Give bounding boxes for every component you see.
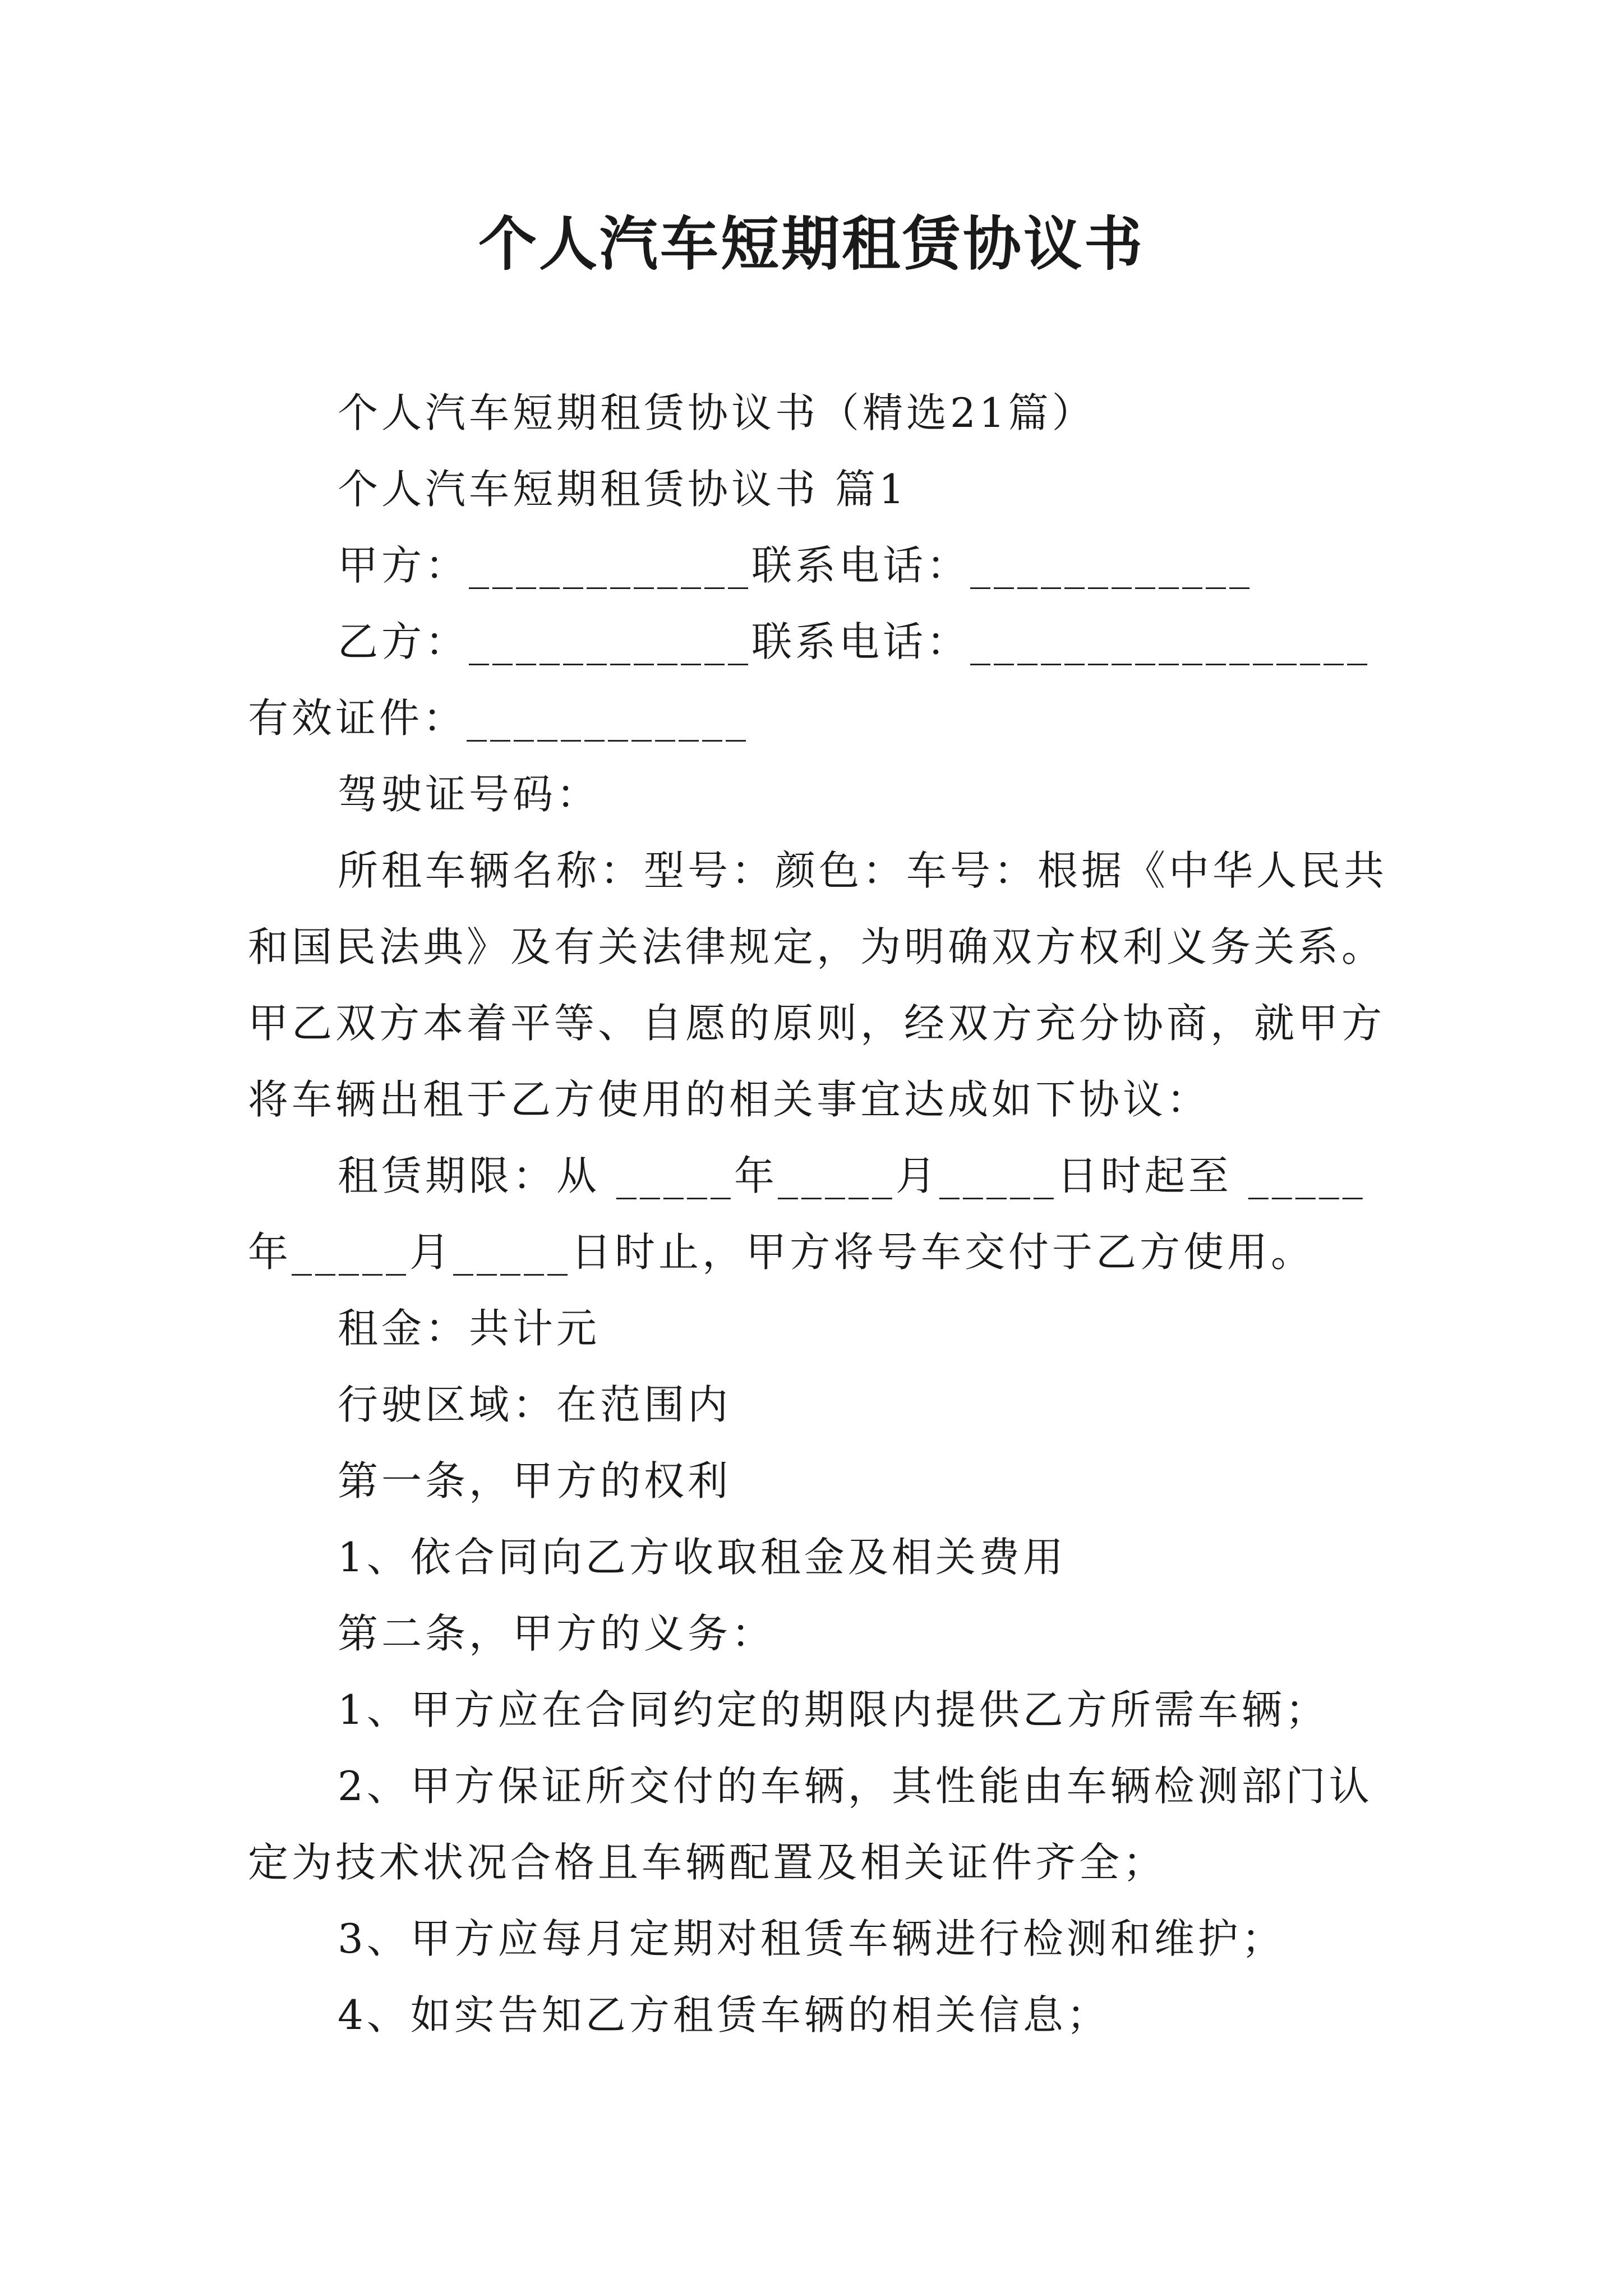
vehicle-info-paragraph: 所租车辆名称：型号：颜色：车号：根据《中华人民共和国民法典》及有关法律规定，为明确双方权利义务关系。甲乙双方本着平等、自愿的原则，经双方充分协商，就甲方将车辆出租于乙方使用的相关事宜达成如下协议： [248, 847, 1388, 1123]
party-b-paragraph: 乙方：____________联系电话：_________________有效证件：____________ [248, 618, 1371, 742]
article-2-heading: 第二条，甲方的义务： [338, 1610, 776, 1657]
article-1-item-1: 1、依合同向乙方收取租金及相关费用 [338, 1534, 1067, 1581]
lease-term-paragraph: 租赁期限：从 _____年_____月_____日时起至 _____年_____月_____日时止，甲方将号车交付于乙方使用。 [248, 1152, 1366, 1276]
license-number-paragraph: 驾驶证号码： [338, 771, 601, 818]
party-a-paragraph: 甲方：____________联系电话：____________ [338, 542, 1253, 589]
article-2-item-3: 3、甲方应每月定期对租赁车辆进行检测和维护； [338, 1915, 1285, 1962]
article-2-item-1: 1、甲方应在合同约定的期限内提供乙方所需车辆； [338, 1686, 1329, 1733]
article-1-heading: 第一条，甲方的权利 [338, 1457, 732, 1504]
document-title: 个人汽车短期租赁协议书 [478, 209, 1145, 278]
driving-area-paragraph: 行驶区域：在范围内 [338, 1381, 732, 1428]
section-heading-paragraph: 个人汽车短期租赁协议书 篇1 [338, 466, 908, 513]
article-2-item-2: 2、甲方保证所交付的车辆，其性能由车辆检测部门认定为技术状况合格且车辆配置及相关证件齐全； [248, 1763, 1373, 1886]
rent-paragraph: 租金：共计元 [338, 1305, 601, 1352]
article-2-item-4: 4、如实告知乙方租赁车辆的相关信息； [338, 1991, 1110, 2039]
subtitle-paragraph: 个人汽车短期租赁协议书（精选21篇） [338, 389, 1096, 436]
document-body [248, 375, 1394, 2053]
